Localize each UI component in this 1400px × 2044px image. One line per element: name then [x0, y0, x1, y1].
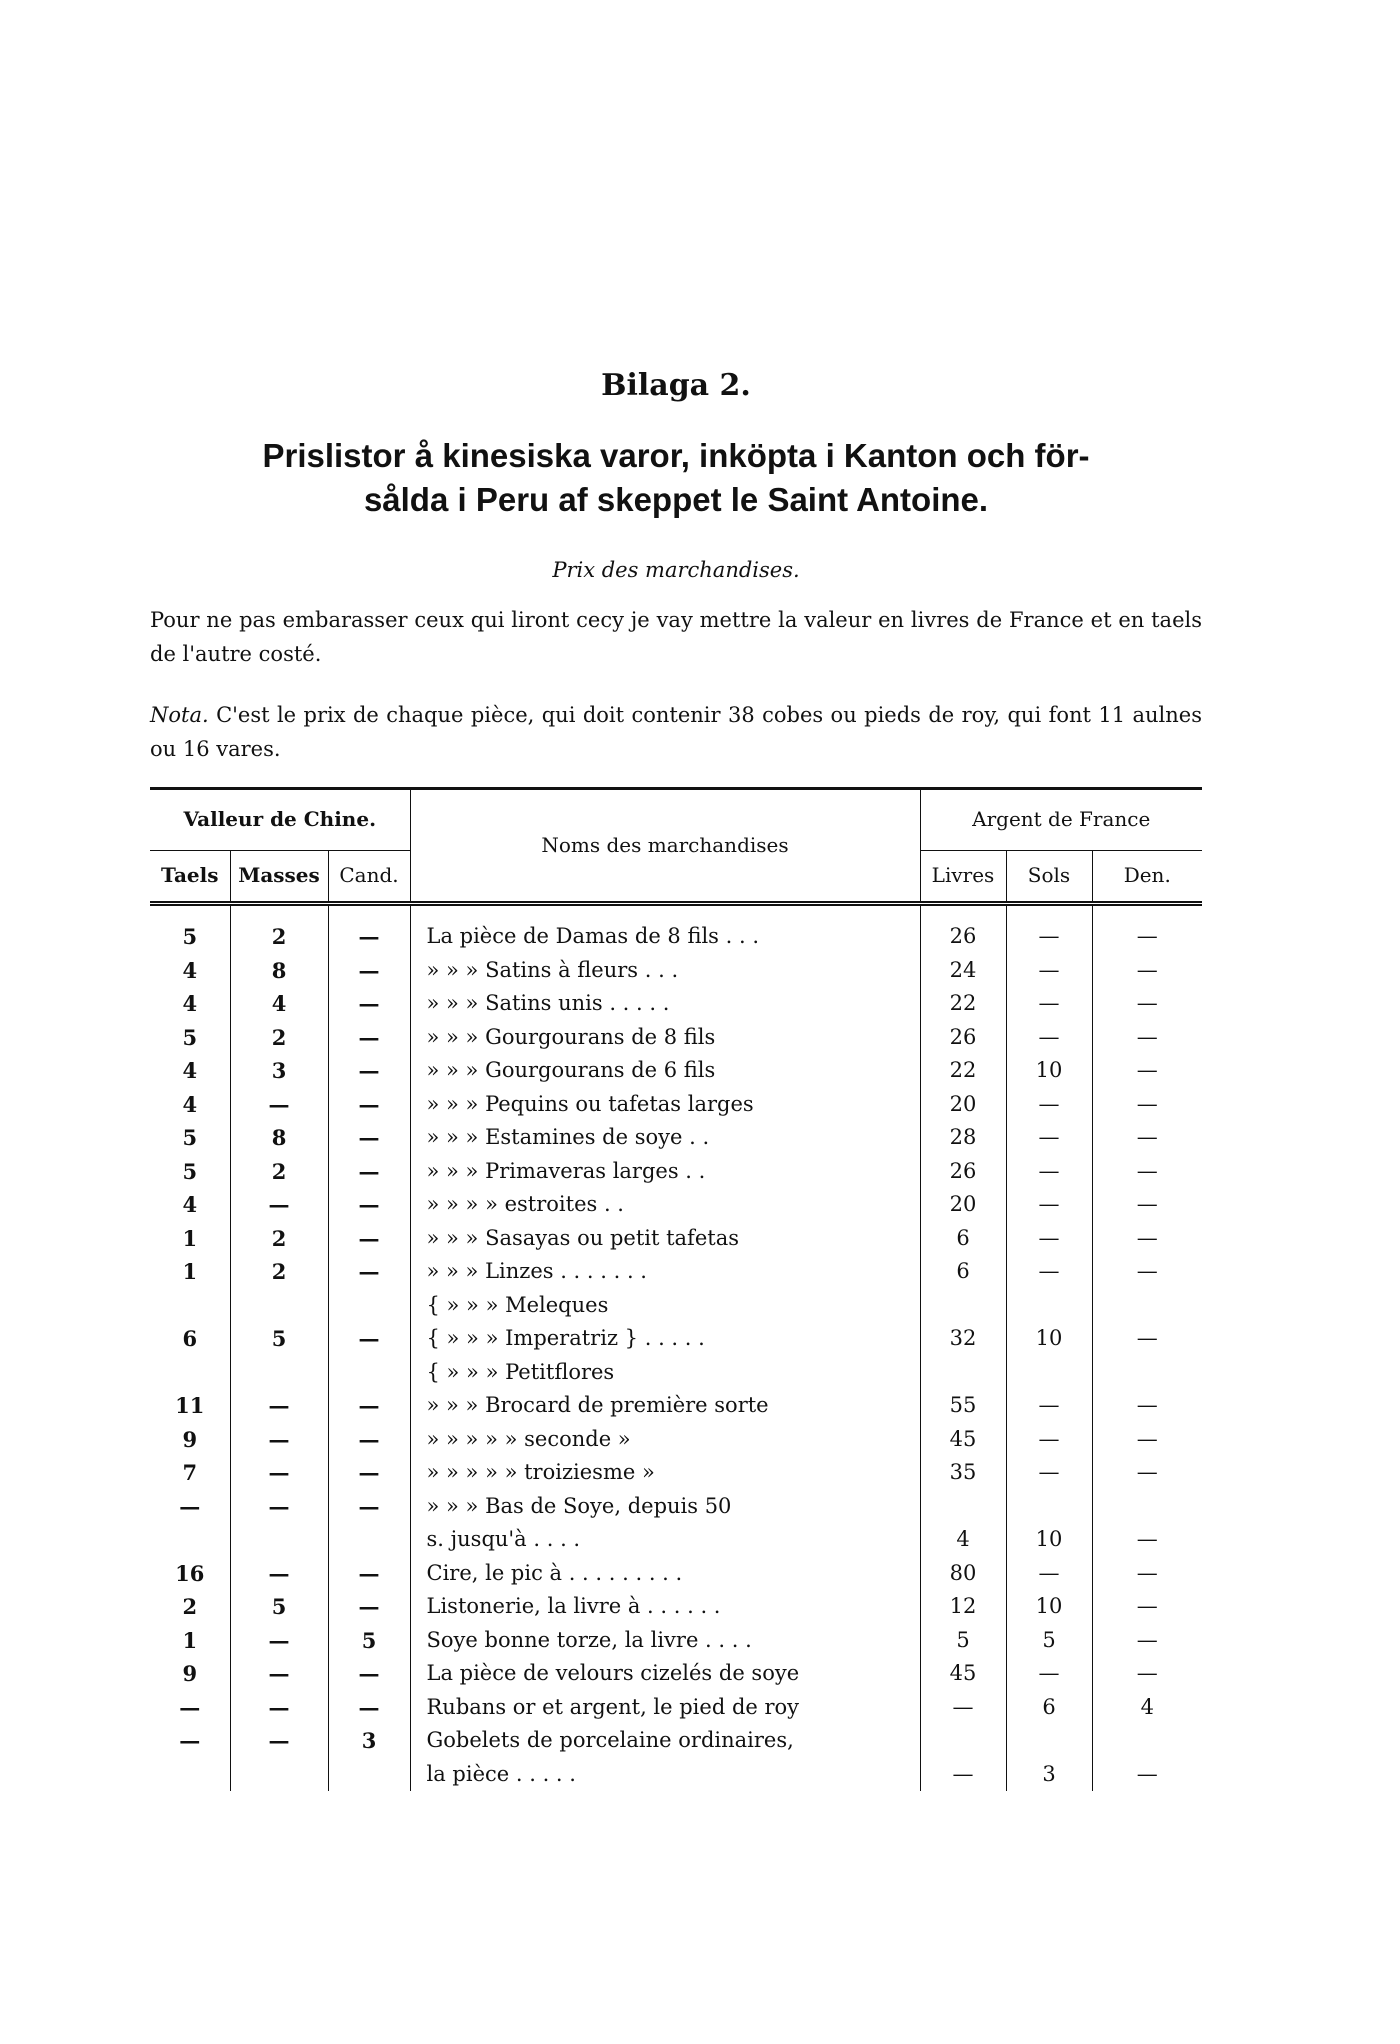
title-line-1: Prislistor å kinesiska varor, inköpta i Kanton och för- — [262, 437, 1090, 474]
cell-cand — [328, 1523, 410, 1557]
cell-masses: — — [230, 1624, 328, 1658]
cell-den — [1092, 1724, 1202, 1758]
cell-sols: 10 — [1006, 1322, 1092, 1356]
cell-taels: — — [150, 1724, 230, 1758]
cell-den — [1092, 1356, 1202, 1390]
cell-den: — — [1136, 1259, 1158, 1283]
cell-taels: 4 — [150, 1088, 230, 1122]
header-noms-des-marchandises: Noms des marchandises — [410, 789, 920, 904]
cell-taels: 7 — [150, 1456, 230, 1490]
cell-name: » » » Bas de Soye, depuis 50 — [410, 1490, 920, 1524]
table-row — [150, 1624, 1202, 1658]
cell-masses: 2 — [230, 920, 328, 954]
cell-den: — — [1136, 1326, 1158, 1350]
cell-livres: 32 — [920, 1322, 1006, 1356]
cell-taels: 5 — [150, 1021, 230, 1055]
cell-livres: 35 — [920, 1456, 1006, 1490]
appendix-heading: Bilaga 2. — [601, 368, 751, 403]
cell-sols — [1006, 1356, 1092, 1390]
cell-sols: — — [1006, 920, 1092, 954]
cell-taels — [150, 1758, 230, 1792]
cell-sols: 6 — [1006, 1691, 1092, 1725]
cell-name: » » » Linzes . . . . . . . — [410, 1255, 920, 1289]
table-row — [150, 1490, 1202, 1524]
table-row — [150, 1155, 1202, 1189]
cell-taels: 4 — [150, 1054, 230, 1088]
title-line-2: sålda i Peru af skeppet le Saint Antoine. — [363, 481, 989, 518]
cell-sols: — — [1006, 1121, 1092, 1155]
cell-taels: 9 — [150, 1423, 230, 1457]
cell-masses: 2 — [230, 1155, 328, 1189]
cell-sols: 3 — [1006, 1758, 1092, 1792]
cell-sols: — — [1006, 1389, 1092, 1423]
cell-sols: — — [1006, 987, 1092, 1021]
table-row — [150, 1322, 1202, 1356]
cell-masses: 8 — [230, 1121, 328, 1155]
cell-masses: 2 — [230, 1222, 328, 1256]
cell-taels: 4 — [150, 954, 230, 988]
table-row — [150, 1356, 1202, 1390]
cell-cand — [328, 1758, 410, 1792]
cell-masses: 8 — [230, 954, 328, 988]
cell-cand: — — [328, 1021, 410, 1055]
cell-name: La pièce de velours cizelés de soye — [410, 1657, 920, 1691]
cell-den: — — [1136, 1393, 1158, 1417]
cell-livres: 26 — [920, 1155, 1006, 1189]
cell-name: { » » » Meleques — [410, 1289, 920, 1323]
table-row — [150, 954, 1202, 988]
cell-taels — [150, 1356, 230, 1390]
cell-sols — [1006, 1289, 1092, 1323]
cell-masses — [230, 1758, 328, 1792]
cell-sols: — — [1006, 1021, 1092, 1055]
header-den: Den. — [1092, 851, 1202, 904]
cell-livres: 6 — [920, 1222, 1006, 1256]
cell-masses: — — [230, 1724, 328, 1758]
cell-taels: 5 — [150, 1155, 230, 1189]
nota-text: C'est le prix de chaque pièce, qui doit contenir 38 cobes ou pieds de roy, qui font 11 aulnes ou 16 vares. — [150, 703, 1202, 761]
cell-den — [1092, 1490, 1202, 1524]
cell-den: — — [1136, 1091, 1158, 1116]
cell-livres: 80 — [920, 1557, 1006, 1591]
cell-name: { » » » Imperatriz } . . . . . — [410, 1322, 920, 1356]
cell-den: — — [1136, 1527, 1158, 1551]
cell-den: — — [1136, 1024, 1158, 1049]
cell-masses: — — [230, 1657, 328, 1691]
cell-livres: — — [920, 1758, 1006, 1792]
cell-masses: — — [230, 1456, 328, 1490]
table-row — [150, 1758, 1202, 1792]
cell-masses: 2 — [230, 1021, 328, 1055]
cell-taels: — — [150, 1691, 230, 1725]
cell-cand: — — [328, 1590, 410, 1624]
cell-taels: 5 — [150, 1121, 230, 1155]
header-sols: Sols — [1006, 851, 1092, 904]
cell-taels: 9 — [150, 1657, 230, 1691]
cell-den: — — [1136, 1460, 1158, 1484]
price-table-wrap — [150, 787, 1202, 1791]
cell-livres: 20 — [920, 1088, 1006, 1122]
cell-taels: 4 — [150, 987, 230, 1021]
table-row — [150, 1389, 1202, 1423]
table-row — [150, 1021, 1202, 1055]
cell-taels — [150, 1523, 230, 1557]
cell-den: — — [1136, 991, 1158, 1015]
cell-livres: 5 — [920, 1624, 1006, 1658]
cell-cand: — — [328, 1691, 410, 1725]
cell-sols — [1006, 1490, 1092, 1524]
table-row — [150, 1657, 1202, 1691]
cell-name: Soye bonne torze, la livre . . . . — [410, 1624, 920, 1658]
cell-cand: 3 — [328, 1724, 410, 1758]
table-row — [150, 1188, 1202, 1222]
cell-sols: — — [1006, 1423, 1092, 1457]
cell-livres: 20 — [920, 1188, 1006, 1222]
cell-den: — — [1136, 1627, 1158, 1652]
cell-livres: 45 — [920, 1657, 1006, 1691]
table-row — [150, 1691, 1202, 1725]
cell-taels: 11 — [150, 1389, 230, 1423]
cell-livres: 26 — [920, 920, 1006, 954]
cell-sols: 10 — [1006, 1590, 1092, 1624]
cell-name: » » » Satins à fleurs . . . — [410, 954, 920, 988]
cell-masses: — — [230, 1088, 328, 1122]
cell-cand: — — [328, 1222, 410, 1256]
cell-taels: 6 — [150, 1322, 230, 1356]
cell-livres: 28 — [920, 1121, 1006, 1155]
cell-name: » » » » » seconde » — [410, 1423, 920, 1457]
cell-taels — [150, 1289, 230, 1323]
cell-livres: 4 — [920, 1523, 1006, 1557]
cell-name: Rubans or et argent, le pied de roy — [410, 1691, 920, 1725]
table-row — [150, 1289, 1202, 1323]
cell-den: — — [1136, 1594, 1158, 1618]
cell-masses: 2 — [230, 1255, 328, 1289]
cell-cand: — — [328, 920, 410, 954]
cell-masses — [230, 1356, 328, 1390]
cell-sols: — — [1006, 1088, 1092, 1122]
cell-taels: 1 — [150, 1624, 230, 1658]
cell-cand: — — [328, 1456, 410, 1490]
cell-name: » » » Pequins ou tafetas larges — [410, 1088, 920, 1122]
cell-den: — — [1136, 1125, 1158, 1149]
cell-masses: — — [230, 1423, 328, 1457]
cell-sols: — — [1006, 1657, 1092, 1691]
cell-masses: 4 — [230, 987, 328, 1021]
cell-name: s. jusqu'à . . . . — [410, 1523, 920, 1557]
table-row — [150, 1121, 1202, 1155]
cell-den: 4 — [1140, 1694, 1154, 1719]
cell-name: » » » Gourgourans de 6 fils — [410, 1054, 920, 1088]
cell-cand: — — [328, 1490, 410, 1524]
cell-taels: 5 — [150, 920, 230, 954]
cell-sols: — — [1006, 1155, 1092, 1189]
cell-cand: — — [328, 1322, 410, 1356]
cell-cand — [328, 1289, 410, 1323]
table-row — [150, 1456, 1202, 1490]
cell-livres — [920, 1289, 1006, 1323]
cell-cand: 5 — [328, 1624, 410, 1658]
table-row — [150, 920, 1202, 954]
nota-label: Nota. — [150, 703, 209, 727]
cell-taels: 16 — [150, 1557, 230, 1591]
page-title — [150, 434, 1202, 522]
cell-name: Listonerie, la livre à . . . . . . — [410, 1590, 920, 1624]
cell-livres: 24 — [920, 954, 1006, 988]
cell-name: » » » Estamines de soye . . — [410, 1121, 920, 1155]
cell-name: » » » » » troiziesme » — [410, 1456, 920, 1490]
table-body — [150, 904, 1202, 1792]
header-livres: Livres — [920, 851, 1006, 904]
cell-taels: — — [150, 1490, 230, 1524]
cell-name: Cire, le pic à . . . . . . . . . — [410, 1557, 920, 1591]
cell-den — [1092, 1289, 1202, 1323]
cell-cand: — — [328, 1255, 410, 1289]
cell-masses — [230, 1289, 328, 1323]
cell-den: — — [1136, 1761, 1158, 1786]
cell-sols: 10 — [1006, 1523, 1092, 1557]
cell-masses: 3 — [230, 1054, 328, 1088]
cell-name: » » » Gourgourans de 8 fils — [410, 1021, 920, 1055]
cell-taels: 1 — [150, 1255, 230, 1289]
table-row — [150, 1222, 1202, 1256]
cell-livres: 26 — [920, 1021, 1006, 1055]
cell-taels: 4 — [150, 1188, 230, 1222]
cell-den: — — [1136, 924, 1158, 948]
cell-taels: 2 — [150, 1590, 230, 1624]
table-row — [150, 1724, 1202, 1758]
cell-masses: — — [230, 1691, 328, 1725]
cell-livres: 22 — [920, 987, 1006, 1021]
header-taels: Taels — [150, 851, 230, 904]
table-row — [150, 1088, 1202, 1122]
cell-livres — [920, 1356, 1006, 1390]
cell-masses: — — [230, 1188, 328, 1222]
table-row — [150, 987, 1202, 1021]
cell-den: — — [1136, 1158, 1158, 1183]
cell-den: — — [1136, 957, 1158, 982]
header-valleur-de-chine: Valleur de Chine. — [150, 789, 410, 851]
cell-sols: — — [1006, 954, 1092, 988]
cell-sols: — — [1006, 1222, 1092, 1256]
cell-name: » » » Primaveras larges . . — [410, 1155, 920, 1189]
table-row — [150, 1423, 1202, 1457]
cell-cand: — — [328, 954, 410, 988]
cell-name: » » » Brocard de première sorte — [410, 1389, 920, 1423]
intro-paragraph: Pour ne pas embarasser ceux qui liront cecy je vay mettre la valeur en livres de France et en taels de l'autre costé. — [150, 608, 1202, 666]
cell-sols: 10 — [1006, 1054, 1092, 1088]
cell-masses: — — [230, 1490, 328, 1524]
cell-masses: — — [230, 1389, 328, 1423]
price-table — [150, 787, 1202, 1791]
cell-livres: 45 — [920, 1423, 1006, 1457]
cell-name: { » » » Petitflores — [410, 1356, 920, 1390]
cell-sols: — — [1006, 1255, 1092, 1289]
cell-den: — — [1136, 1426, 1158, 1451]
cell-name: » » » Sasayas ou petit tafetas — [410, 1222, 920, 1256]
table-row — [150, 1054, 1202, 1088]
header-cand: Cand. — [328, 851, 410, 904]
cell-taels: 1 — [150, 1222, 230, 1256]
cell-cand: — — [328, 1389, 410, 1423]
cell-cand: — — [328, 1121, 410, 1155]
cell-name: La pièce de Damas de 8 fils . . . — [410, 920, 920, 954]
cell-sols: 5 — [1006, 1624, 1092, 1658]
cell-livres: 12 — [920, 1590, 1006, 1624]
cell-name: » » » Satins unis . . . . . — [410, 987, 920, 1021]
nota-paragraph — [150, 698, 1202, 766]
cell-masses: 5 — [230, 1322, 328, 1356]
cell-name: Gobelets de porcelaine ordinaires, — [410, 1724, 920, 1758]
cell-name: la pièce . . . . . — [410, 1758, 920, 1792]
cell-name: » » » » estroites . . — [410, 1188, 920, 1222]
cell-masses: 5 — [230, 1590, 328, 1624]
cell-sols — [1006, 1724, 1092, 1758]
cell-livres: 22 — [920, 1054, 1006, 1088]
cell-cand: — — [328, 1054, 410, 1088]
cell-masses — [230, 1523, 328, 1557]
cell-cand: — — [328, 1423, 410, 1457]
table-row — [150, 1255, 1202, 1289]
cell-livres: — — [920, 1691, 1006, 1725]
cell-cand — [328, 1356, 410, 1390]
cell-livres: 55 — [920, 1389, 1006, 1423]
cell-den: — — [1136, 1192, 1158, 1216]
subtitle: Prix des marchandises. — [552, 558, 800, 582]
cell-cand: — — [328, 1657, 410, 1691]
table-row — [150, 1557, 1202, 1591]
table-row — [150, 1590, 1202, 1624]
cell-den: — — [1136, 1225, 1158, 1250]
cell-den: — — [1136, 1058, 1158, 1082]
cell-sols: — — [1006, 1188, 1092, 1222]
cell-cand: — — [328, 1088, 410, 1122]
table-row — [150, 1523, 1202, 1557]
cell-livres — [920, 1490, 1006, 1524]
cell-cand: — — [328, 1188, 410, 1222]
cell-livres: 6 — [920, 1255, 1006, 1289]
cell-masses: — — [230, 1557, 328, 1591]
cell-sols: — — [1006, 1456, 1092, 1490]
cell-den: — — [1136, 1661, 1158, 1685]
cell-cand: — — [328, 1155, 410, 1189]
cell-cand: — — [328, 1557, 410, 1591]
cell-sols: — — [1006, 1557, 1092, 1591]
cell-cand: — — [328, 987, 410, 1021]
header-argent-de-france: Argent de France — [920, 789, 1202, 851]
header-masses: Masses — [230, 851, 328, 904]
cell-livres — [920, 1724, 1006, 1758]
cell-den: — — [1136, 1560, 1158, 1585]
